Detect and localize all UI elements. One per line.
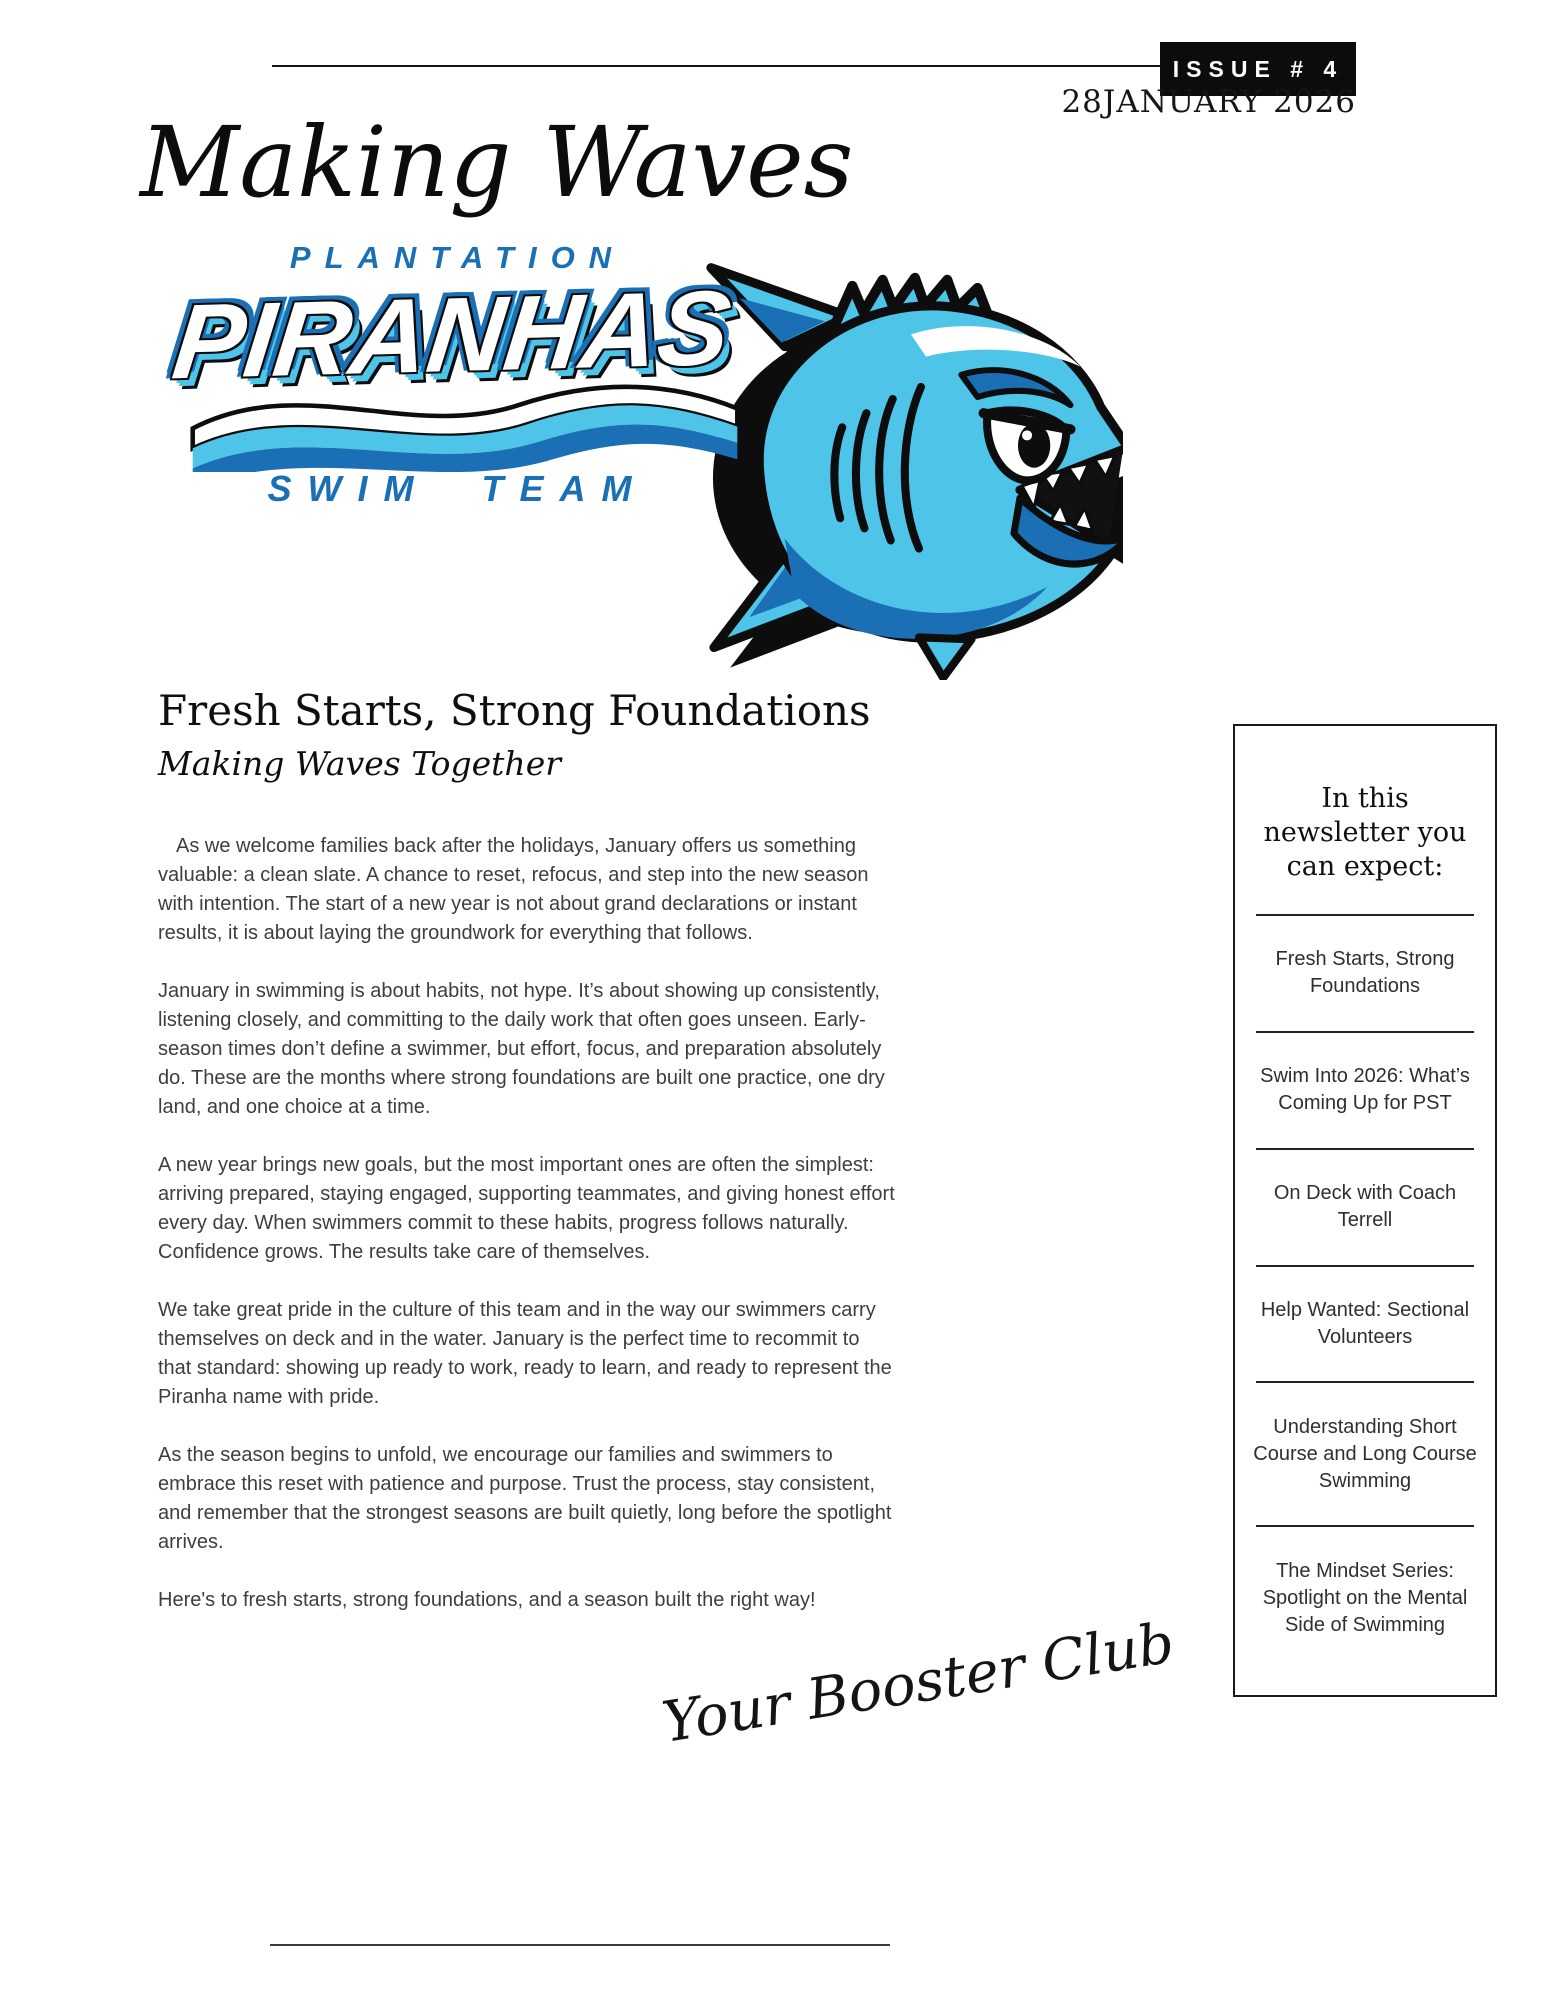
issue-badge: ISSUE # 4 <box>1160 42 1356 96</box>
article-subtitle: Making Waves Together <box>158 744 561 783</box>
divider <box>1256 1525 1474 1527</box>
divider <box>1256 1381 1474 1383</box>
contents-item: Understanding Short Course and Long Course Swimming <box>1253 1415 1477 1492</box>
divider <box>1256 1148 1474 1150</box>
masthead-title: Making Waves <box>140 106 854 219</box>
divider <box>1256 914 1474 916</box>
article-body <box>158 832 896 1644</box>
team-logo <box>167 240 740 510</box>
divider <box>1256 1265 1474 1267</box>
paragraph: As we welcome families back after the holidays, January offers us something valuable: a clean slate. A chance to reset, refocus, and step into the new season with intention. The start of a new year is not about grand declarations or instant results, it is about laying the groundwork for everything that follows. <box>158 835 869 944</box>
newsletter-contents-box <box>1233 724 1497 1697</box>
paragraph: As the season begins to unfold, we encourage our families and swimmers to embrace this reset with patience and purpose. Trust the process, stay consistent, and remember that the strongest seasons are built quietly, long before the spotlight arrives. <box>158 1444 892 1553</box>
booster-club-signature: Your Booster Club <box>657 1610 1179 1756</box>
contents-item: Help Wanted: Sectional Volunteers <box>1260 1298 1470 1348</box>
contents-item: On Deck with Coach Terrell <box>1273 1182 1457 1232</box>
contents-item: Fresh Starts, Strong Foundations <box>1275 948 1455 998</box>
article-headline: Fresh Starts, Strong Foundations <box>158 686 871 735</box>
logo-suffix-text: SWIM TEAM <box>267 468 648 509</box>
logo-team-wordmark: PIRANHAS <box>167 268 737 402</box>
paragraph: We take great pride in the culture of this team and in the way our swimmers carry themselves on deck and in the water. January is the perfect time to recommit to that standard: showing up ready to work, ready to learn, and ready to represent the Piranha name with pride. <box>158 1299 892 1408</box>
divider <box>1256 1031 1474 1033</box>
footer-rule <box>270 1944 890 1946</box>
contents-box-title: In this newsletter you can expect: <box>1263 783 1467 882</box>
paragraph: Here's to fresh starts, strong foundations, and a season built the right way! <box>158 1589 816 1611</box>
header-rule <box>272 65 1160 67</box>
logo-location-text: PLANTATION <box>289 240 626 275</box>
contents-item: Swim Into 2026: What’s Coming Up for PST <box>1260 1065 1470 1115</box>
issue-date: 28JANUARY 2026 <box>1061 84 1356 120</box>
paragraph: January in swimming is about habits, not hype. It’s about showing up consistently, listening closely, and committing to the daily work that often goes unseen. Early-season times don’t define a swimmer, but effort, focus, and preparation absolutely do. These are the months where strong foundations are built one practice, one dry land, and one choice at a time. <box>158 980 885 1118</box>
paragraph: A new year brings new goals, but the most important ones are often the simplest: arriving prepared, staying engaged, supporting teammates, and giving honest effort every day. When swimmers commit to these habits, progress follows naturally. Confidence grows. The results take care of themselves. <box>158 1154 895 1263</box>
contents-item: The Mindset Series: Spotlight on the Mental Side of Swimming <box>1262 1559 1468 1636</box>
